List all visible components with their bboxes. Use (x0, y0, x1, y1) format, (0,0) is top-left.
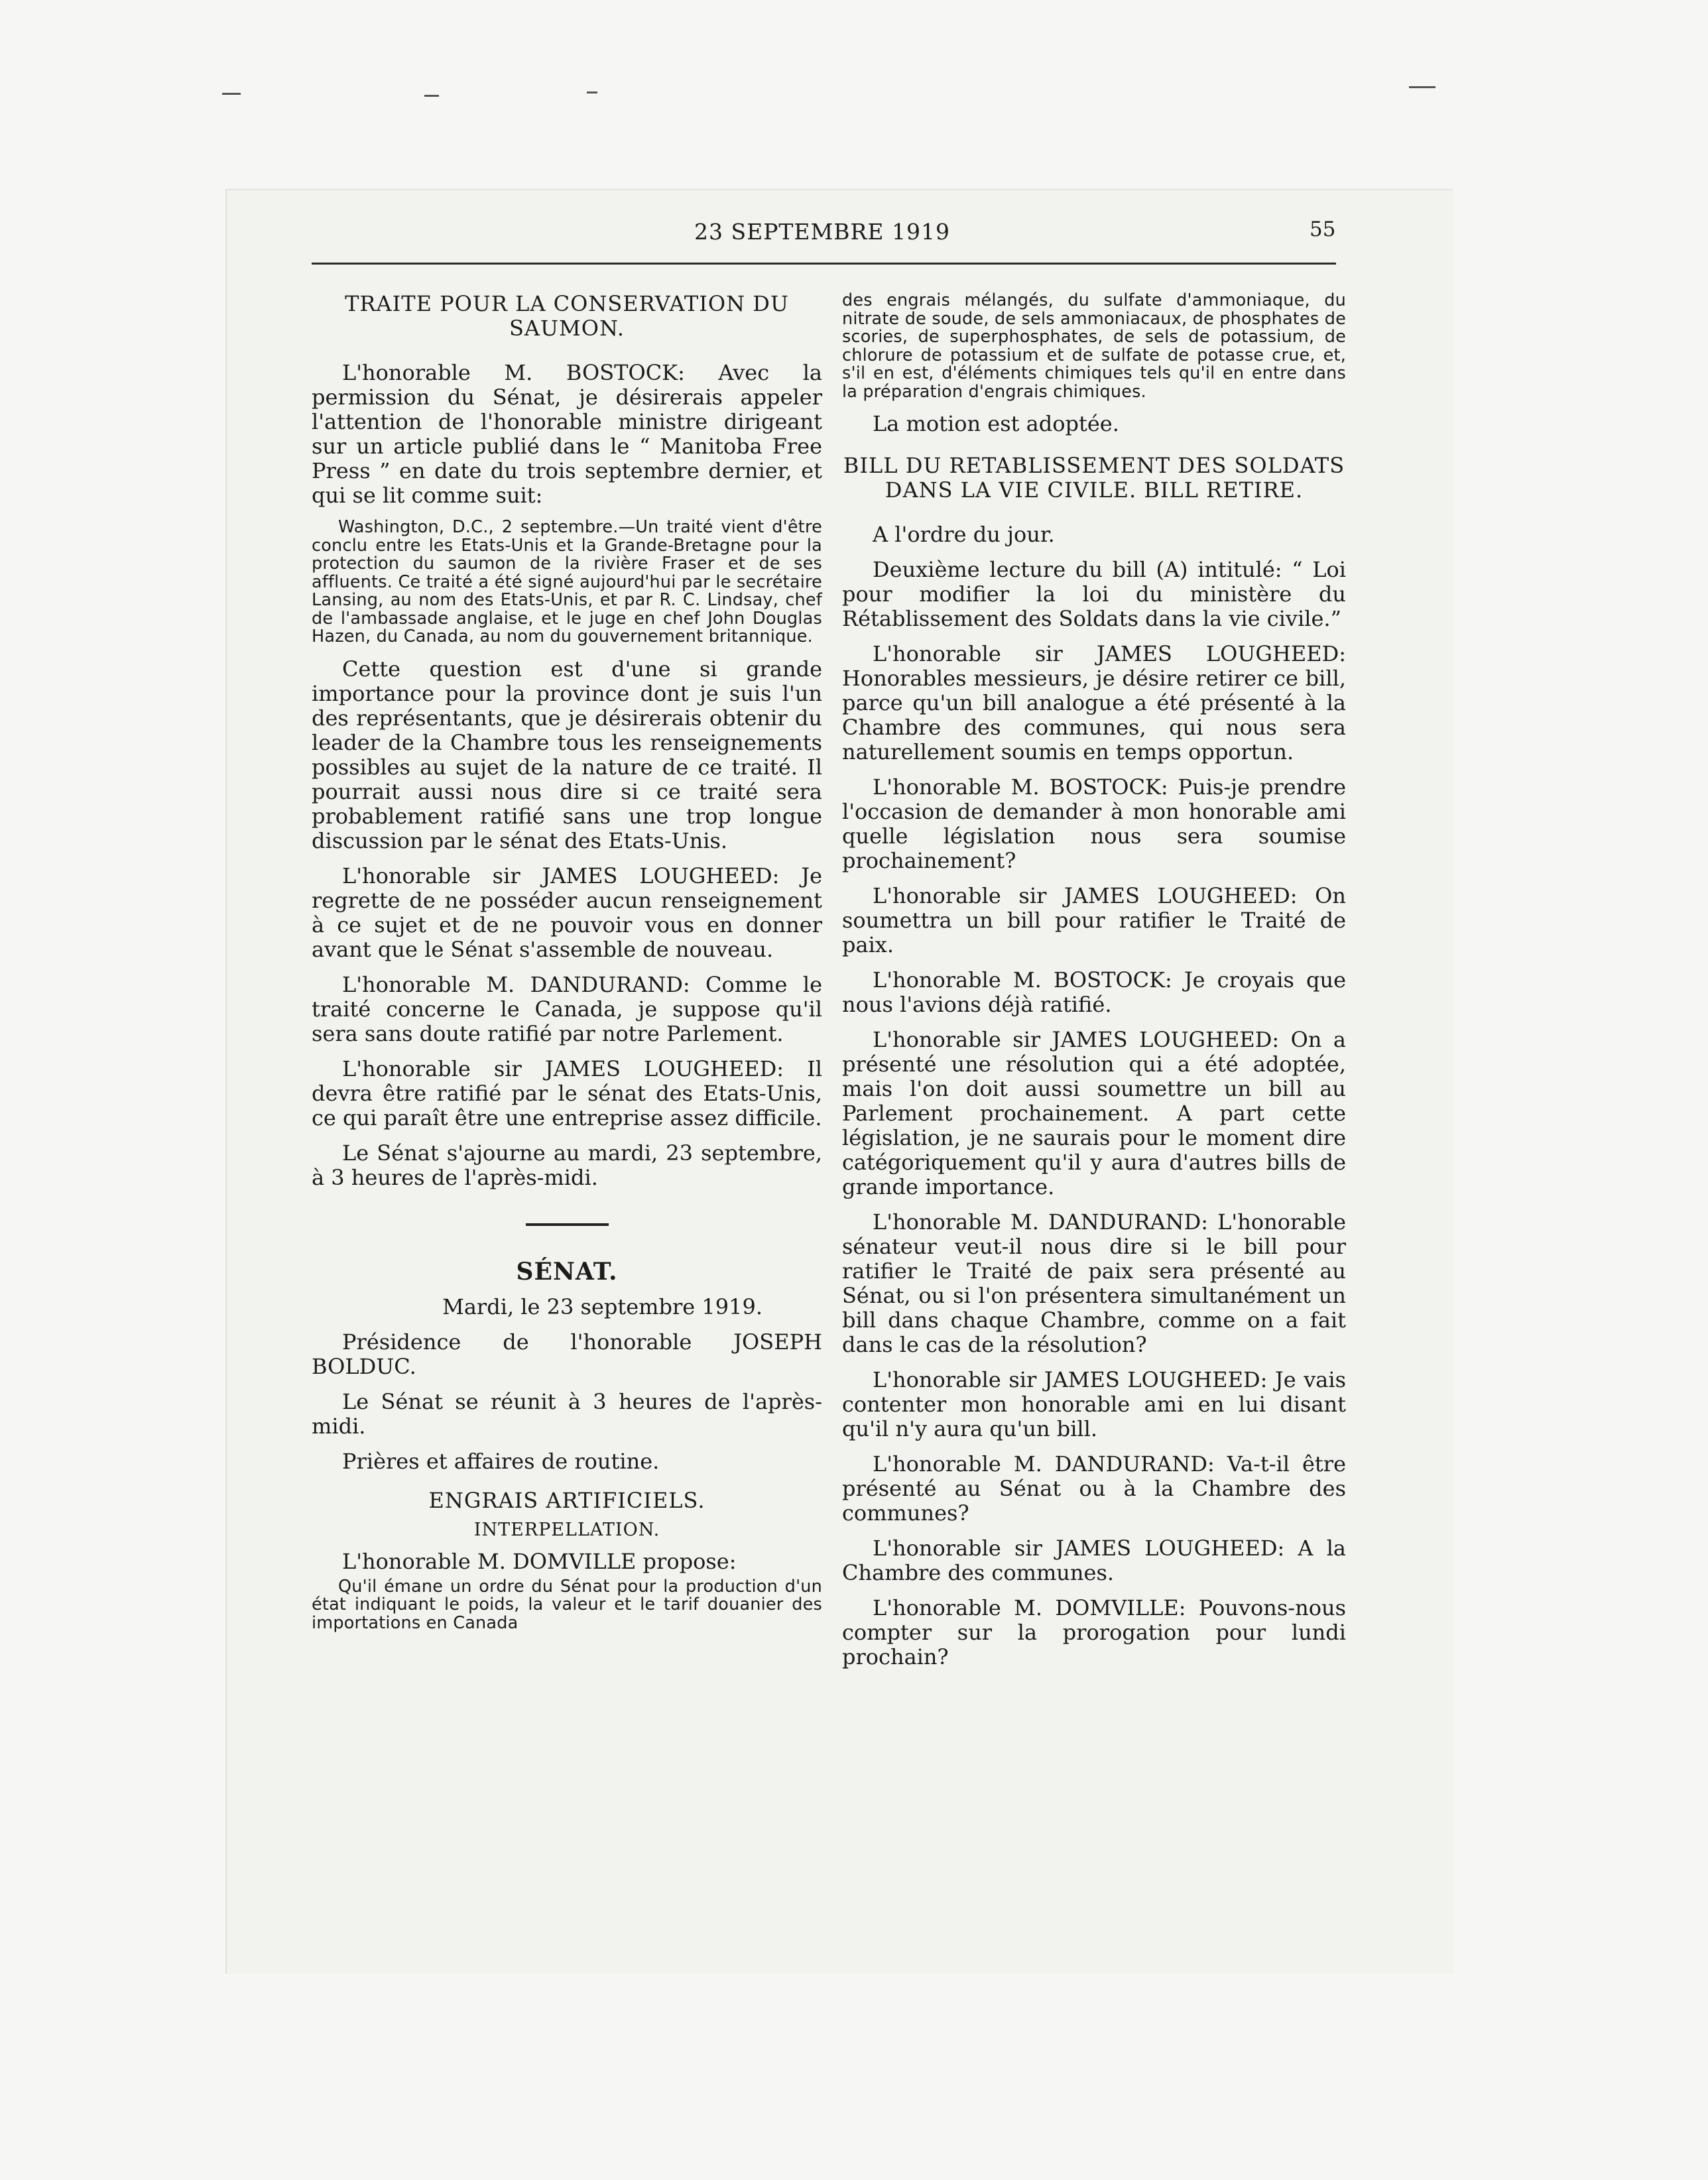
paragraph: La motion est adoptée. (873, 411, 1119, 436)
speech-dandurand: L'honorable M. DANDURAND: Va-t-il être présenté au Sénat ou à la Chambre des communes? (842, 1451, 1346, 1526)
section-heading-salmon: TRAITE POUR LA CONSERVATION DU SAUMON. (345, 291, 789, 341)
section-heading-bill: BILL DU RETABLISSEMENT DES SOLDATS DANS LA VIE CIVILE. BILL RETIRE. (843, 453, 1345, 503)
motion-text: Qu'il émane un ordre du Sénat pour la production d'un état indiquant le poids, la valeur et le tarif douanier des importations en Canada (312, 1576, 822, 1633)
sitting-date: Mardi, le 23 septembre 1919. (442, 1294, 762, 1319)
motion-text-continued: des engrais mélangés, du sulfate d'ammoniaque, du nitrate de soude, de sels ammoniacaux, de phosphates de scories, de superphosphates, de sels de potassium, de chlorure de potassium et de sulfate de potasse crue, et, s'il en est, d'éléments chimiques tels qu'il en entre dans la préparation d'engrais chimiques. (842, 290, 1346, 402)
adjournment: Le Sénat s'ajourne au mardi, 23 septembre, à 3 heures de l'après-midi. (312, 1140, 822, 1190)
speech-dandurand: L'honorable M. DANDURAND: Comme le traité concerne le Canada, je suppose qu'il sera sans doute ratifié par notre Parlement. (312, 971, 822, 1046)
speech-lougheed: L'honorable sir JAMES LOUGHEED: On soumettra un bill pour ratifier le Traité de paix. (842, 883, 1346, 957)
speech-bostock: L'honorable M. BOSTOCK: Avec la permission du Sénat, je désirerais appeler l'attention de l'honorable ministre dirigeant sur un article publié dans le “ Manitoba Free Press ” en date du trois septembre dernier, et qui se lit comme suit: (312, 360, 822, 508)
page-number: 55 (1310, 217, 1336, 241)
speech-lougheed: L'honorable sir JAMES LOUGHEED: Je regrette de ne posséder aucun renseignement à ce sujet et de ne pouvoir vous en donner avant que le Sénat s'assemble de nouveau. (312, 863, 822, 962)
speech-lougheed: L'honorable sir JAMES LOUGHEED: On a présenté une résolution qui a été adoptée, mais l'on doit aussi soumettre un bill au Parlement prochainement. A part cette législation, je ne saurais pour le moment dire catégoriquement qu'il y aura d'autres bills de grande importance. (842, 1027, 1346, 1199)
senat-heading: SÉNAT. (516, 1257, 618, 1286)
paragraph: A l'ordre du jour. (873, 522, 1055, 547)
paragraph: Prières et affaires de routine. (342, 1448, 660, 1474)
scan-speck (424, 95, 439, 97)
speech-lougheed: L'honorable sir JAMES LOUGHEED: Honorables messieurs, je désire retirer ce bill, parce qu'un bill analogue a été présenté à la Chambre des communes, qui nous sera naturellement soumis en temps opportun. (842, 641, 1346, 764)
page-header-date: 23 SEPTEMBRE 1919 (694, 219, 950, 245)
speech-bostock: L'honorable M. BOSTOCK: Puis-je prendre l'occasion de demander à mon honorable ami quelle législation nous sera soumise prochainement? (842, 774, 1346, 873)
quoted-article: Washington, D.C., 2 septembre.—Un traité vient d'être conclu entre les Etats-Unis et la Grande-Bretagne pour la protection du saumon de la rivière Fraser et de ses affluents. Ce traité a été signé aujourd'hui par le secrétaire Lansing, au nom des Etats-Unis, et par R. C. Lindsay, chef de l'ambassade anglaise, et le juge en chef John Douglas Hazen, du Canada, au nom du gouvernement britannique. (312, 517, 822, 646)
speech-lougheed: L'honorable sir JAMES LOUGHEED: Il devra être ratifié par le sénat des Etats-Unis, ce qui paraît être une entreprise assez difficile. (312, 1056, 822, 1130)
speech-dandurand: L'honorable M. DANDURAND: L'honorable sénateur veut-il nous dire si le bill pour ratifier le Traité de paix sera présenté au Sénat, ou si l'on présentera simultanément un bill dans chaque Chambre, comme on a fait dans le cas de la résolution? (842, 1209, 1346, 1357)
section-divider (526, 1223, 609, 1226)
speech-domville: L'honorable M. DOMVILLE: Pouvons-nous compter sur la prorogation pour lundi prochain? (842, 1595, 1346, 1669)
speech-lougheed: L'honorable sir JAMES LOUGHEED: Je vais contenter mon honorable ami en lui disant qu'il n'y aura qu'un bill. (842, 1367, 1346, 1441)
scan-speck (222, 93, 241, 95)
header-rule (312, 263, 1336, 265)
paragraph: Deuxième lecture du bill (A) intitulé: “ Loi pour modifier la loi du ministère du Rétablissement des Soldats dans la vie civile.” (842, 557, 1346, 631)
presidence: Présidence de l'honorable JOSEPH BOLDUC. (312, 1329, 822, 1379)
motion-domville: L'honorable M. DOMVILLE propose: (342, 1548, 737, 1574)
section-heading-engrais: ENGRAIS ARTIFICIELS. (428, 1487, 705, 1513)
scan-speck (587, 91, 597, 93)
subheading-interpellation: INTERPELLATION. (473, 1519, 660, 1540)
paragraph: Le Sénat se réunit à 3 heures de l'après-midi. (312, 1388, 822, 1439)
scan-speck (1409, 86, 1435, 88)
speech-lougheed: L'honorable sir JAMES LOUGHEED: A la Chambre des communes. (842, 1536, 1346, 1585)
paragraph: Cette question est d'une si grande importance pour la province dont je suis l'un des représentants, que je désirerais obtenir du leader de la Chambre tous les renseignements possibles au sujet de la nature de ce traité. Il pourrait aussi nous dire si ce traité sera probablement ratifié sans une trop longue discussion par le sénat des Etats-Unis. (312, 656, 822, 853)
speech-bostock: L'honorable M. BOSTOCK: Je croyais que nous l'avions déjà ratifié. (842, 967, 1346, 1017)
left-column (312, 292, 822, 1643)
right-column (842, 292, 1346, 1680)
